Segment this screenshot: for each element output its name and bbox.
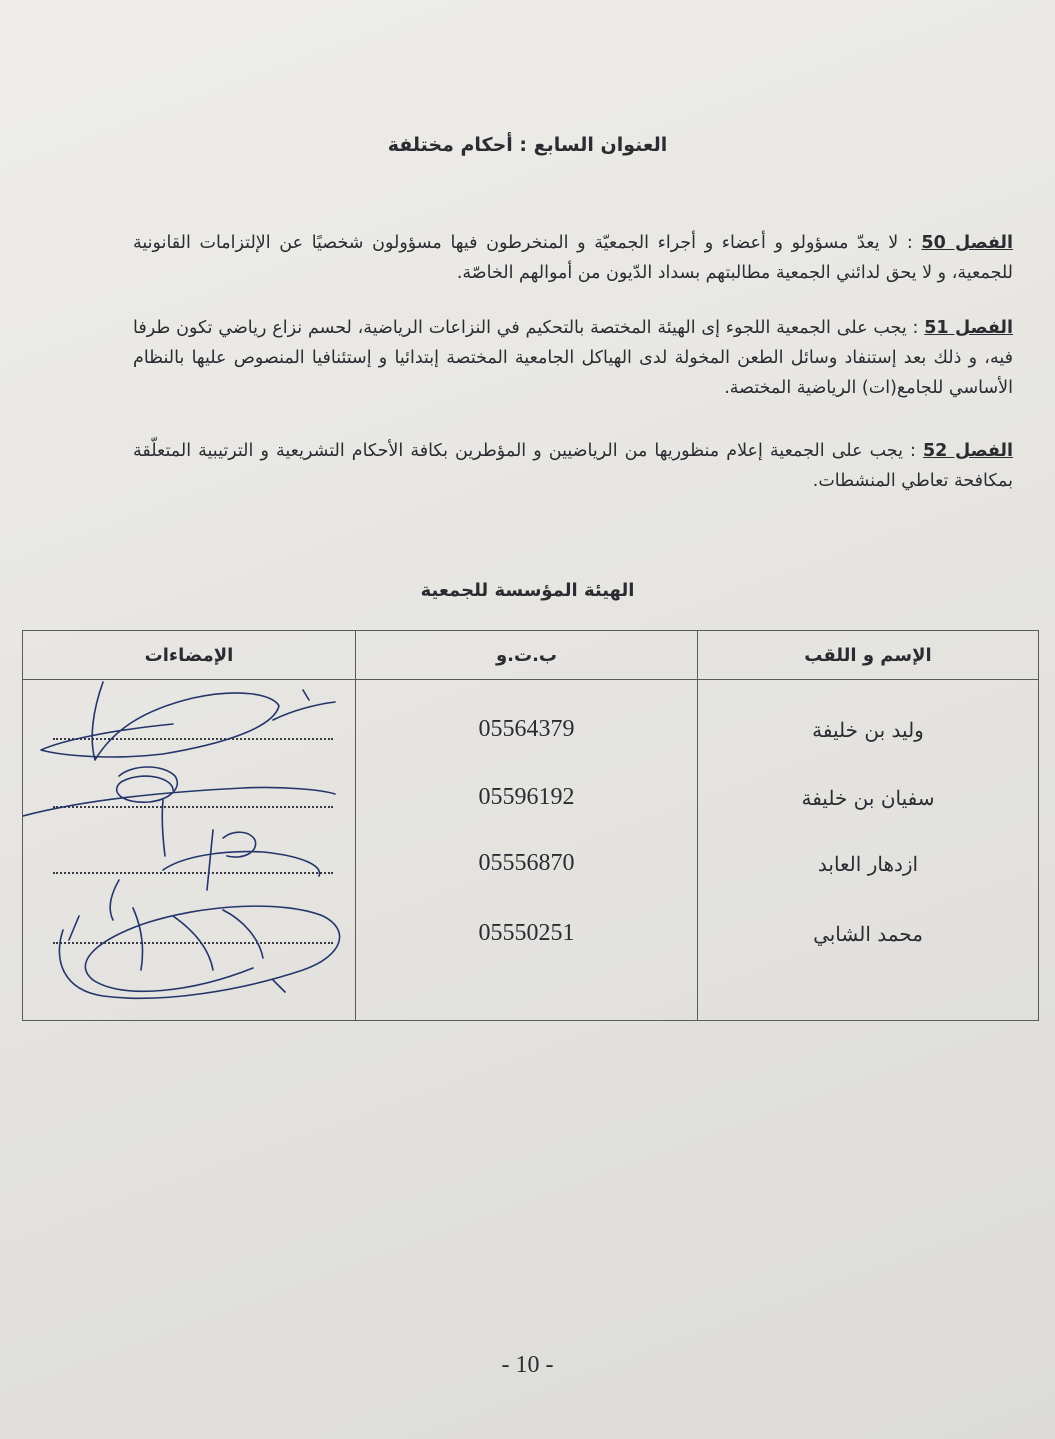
handwritten-signatures: [23, 680, 361, 1020]
article-text: : لا يعدّ مسؤولو و أعضاء و أجراء الجمعيّة و المنخرطون فيها مسؤولون شخصيًا عن الإلتزامات القانونية للجمعية، و لا يحق لدائني الجمعية مطالبتهم بسداد الدّيون من أموالهم الخاصّة.: [133, 233, 1013, 283]
founder-name: سفيان بن خليفة: [801, 786, 935, 810]
signature-1: [41, 682, 335, 760]
founder-id: 05564379: [478, 716, 575, 742]
article-label: الفصل 52: [923, 441, 1013, 461]
article-label: الفصل 50: [921, 233, 1013, 253]
article-50: [133, 228, 1013, 288]
ids-cell: [356, 680, 698, 1021]
article-52: [133, 436, 1013, 496]
founder-name: محمد الشابي: [813, 922, 923, 946]
signature-2: [23, 767, 335, 856]
table-header-row: [23, 631, 1039, 680]
founders-title: الهيئة المؤسسة للجمعية: [420, 580, 635, 601]
founder-id: 05550251: [478, 920, 575, 946]
article-51: [133, 313, 1013, 403]
names-cell: [698, 680, 1039, 1021]
founder-name: ازدهار العابد: [817, 852, 919, 876]
founder-id: 05556870: [478, 850, 575, 876]
section-title: العنوان السابع : أحكام مختلفة: [387, 134, 668, 156]
founder-name: وليد بن خليفة: [812, 718, 924, 742]
table-body-row: [23, 680, 1039, 1021]
page-number: - 10 -: [501, 1352, 554, 1378]
article-text: : يجب على الجمعية إعلام منظوريها من الرياضيين و المؤطرين بكافة الأحكام التشريعية و الترتيبية المتعلّقة بمكافحة تعاطي المنشطات.: [133, 441, 1013, 491]
founder-id: 05596192: [478, 784, 575, 810]
header-signatures: الإمضاءات: [23, 631, 356, 680]
signature-3: [110, 830, 319, 920]
article-label: الفصل 51: [924, 318, 1013, 338]
signatures-cell: [23, 680, 356, 1021]
founders-table: [22, 630, 1039, 1021]
signature-4: [59, 906, 339, 998]
header-id: ب.ت.و: [356, 631, 698, 680]
header-name: الإسم و اللقب: [698, 631, 1039, 680]
article-text: : يجب على الجمعية اللجوء إى الهيئة المختصة بالتحكيم في النزاعات الرياضية، لحسم نزاع رياضي تكون طرفا فيه، و ذلك بعد إستنفاد وسائل الطعن المخولة لدى الهياكل الجامعية المختصة إبتدائيا و إستئنافيا المنصوص عليها بالنظام الأساسي للجامع(ات) الرياضية المختصة.: [133, 318, 1013, 398]
